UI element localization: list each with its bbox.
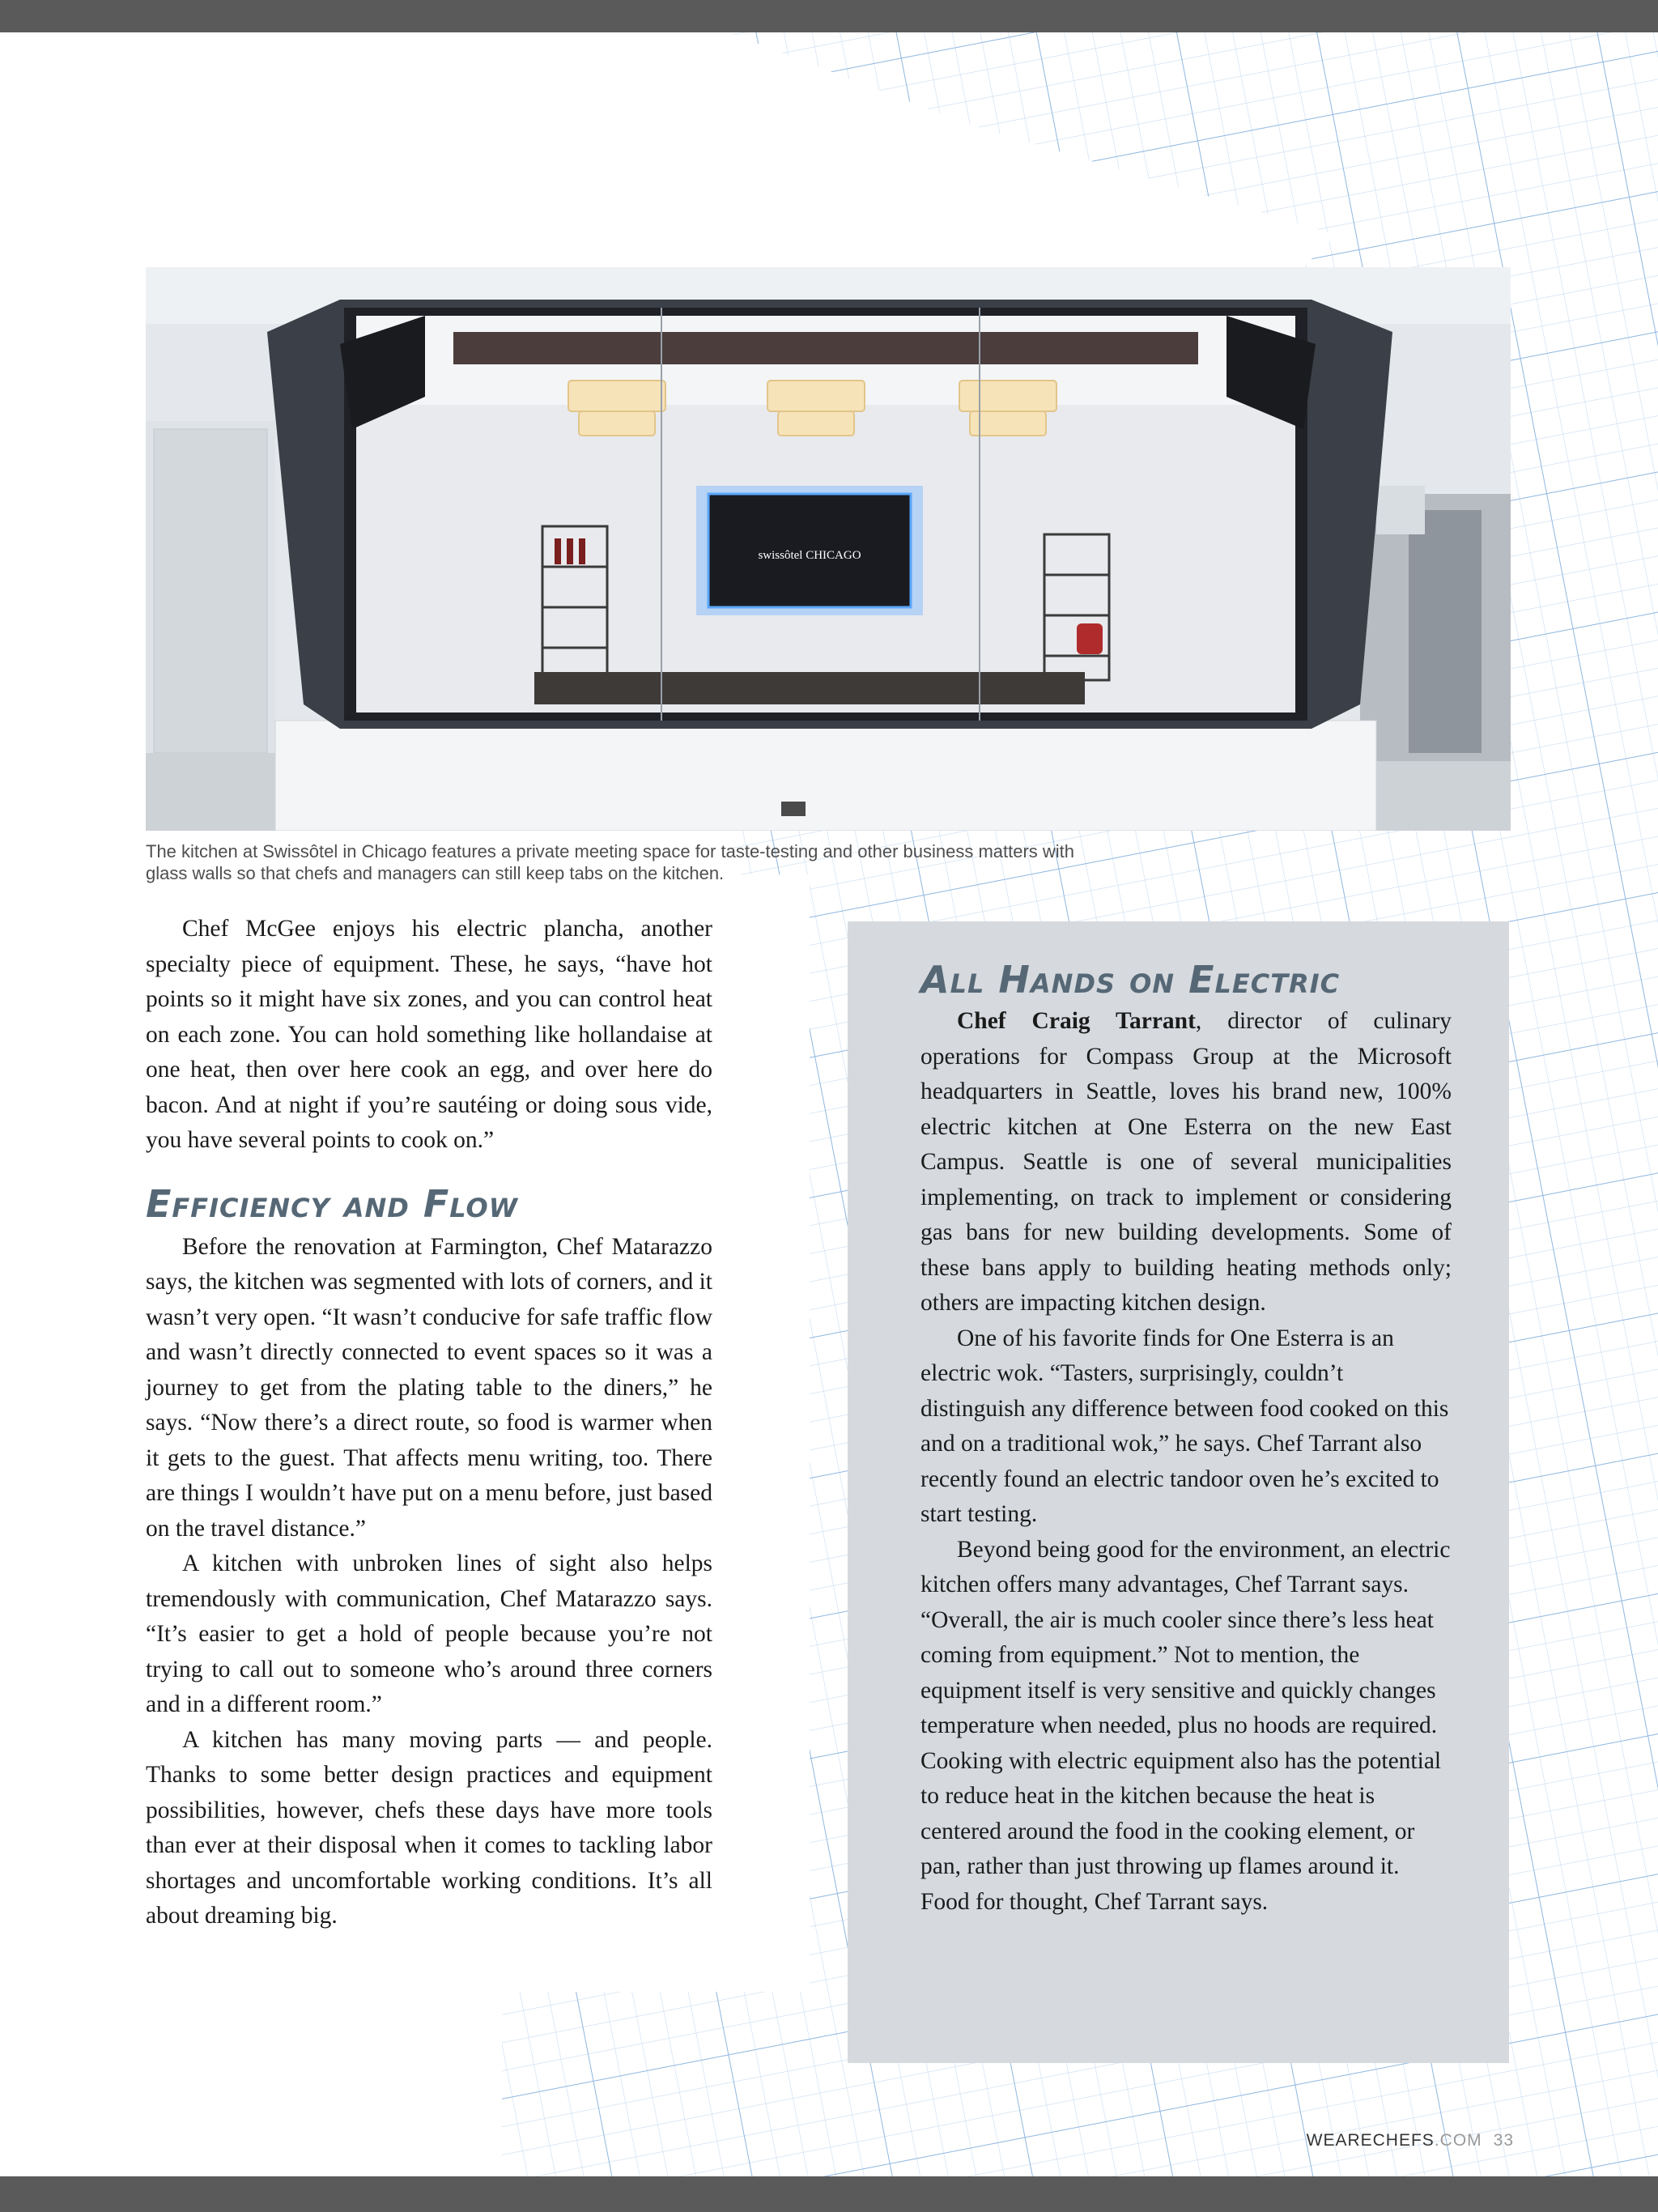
article-left-column [146,912,712,1934]
sidebar-paragraph-lead [920,1004,1452,1321]
page-footer [1303,2131,1514,2150]
page-number: 33 [1493,2131,1514,2150]
sidebar-box [848,921,1509,2063]
tv-screen-text: swissôtel CHICAGO [758,549,861,562]
sidebar-paragraph: Beyond being good for the environment, an electric kitchen offers many advantages, Chef Tarrant says. “Overall, the air is much cooler since there’s less heat coming from equipment.” Not to mention, the equipment itself is very sensitive and quickly changes temperature when needed, plus no hoods are required. Cooking with electric equipment also has the potential to reduce heat in the kitchen because the heat is centered around the food in the cooking element, or pan, rather than just throwing up flames around it. Food for thought, Chef Tarrant says. [920,1536,1451,1915]
footer-site-domain: .COM [1434,2131,1482,2150]
sidebar-lead-name: Chef Craig Tarrant [957,1008,1196,1034]
viewer-bottom-bar [0,2176,1658,2212]
kitchen-photo-illustration [146,267,1511,831]
paragraph: Before the renovation at Farmington, Chef Matarazzo says, the kitchen was segmented with lots of corners, and it wasn’t very open. “It wasn’t conducive for safe traffic flow and wasn’t directly connected to event spaces so it was a journey to get from the plating table to the diners,” he says. “Now there’s a direct route, so food is warmer when it gets to the guest. That affects menu writing, too. There are things I wouldn’t have put on a menu before, just based on the travel distance.” [146,1233,712,1542]
paragraph: A kitchen has many moving parts — and people. Thanks to some better design practices and equipment possibilities, however, chefs these days have more tools than ever at their disposal when it comes to tackling labor shortages and uncomfortable working conditions. It’s all about dreaming big. [146,1726,712,1929]
viewer-top-bar [0,0,1658,32]
sidebar-lead-text: , director of culinary operations for Compass Group at the Microsoft headquarters in Seattle, loves his brand new, 100% electric kitchen at One Esterra on the new East Campus. Seattle is one of several municipalities implementing, on track to implement or considering gas bans for new building developments. Some of these bans apply to building heating methods only; others are impacting kitchen design. [920,1008,1452,1316]
sidebar-content [920,959,1452,1920]
photo-caption: The kitchen at Swissôtel in Chicago features a private meeting space for taste-testing and other business matters with glass walls so that chefs and managers can still keep tabs on the kitchen. [146,841,1075,883]
section-heading: Efficiency and Flow [146,1181,519,1226]
sidebar-paragraph: One of his favorite finds for One Esterra is an electric wok. “Tasters, surprisingly, couldn’t distinguish any difference between food cooked on this and on a traditional wok,” he says. Chef Tarrant also recently found an electric tandoor oven he’s excited to start testing. [920,1325,1449,1527]
paragraph-intro: Chef McGee enjoys his electric plancha, another specialty piece of equipment. These, he says, “have hot points so it might have six zones, and you can control heat on each zone. You can hold something like hollandaise at one heat, then over here cook an egg, and over here do bacon. And at night if you’re sautéing or doing sous vide, you have several points to cook on.” [146,916,712,1153]
sidebar-heading: All Hands on Electric [920,958,1341,1002]
kitchen-photo [146,267,1511,831]
paragraph: A kitchen with unbroken lines of sight also helps tremendously with communication, Chef Matarazzo says. “It’s easier to get a hold of people because you’re not trying to call out to someone who’s around three corners and in a different room.” [146,1551,712,1717]
footer-site-name: WEARECHEFS [1306,2131,1435,2150]
magazine-page [0,32,1658,2176]
